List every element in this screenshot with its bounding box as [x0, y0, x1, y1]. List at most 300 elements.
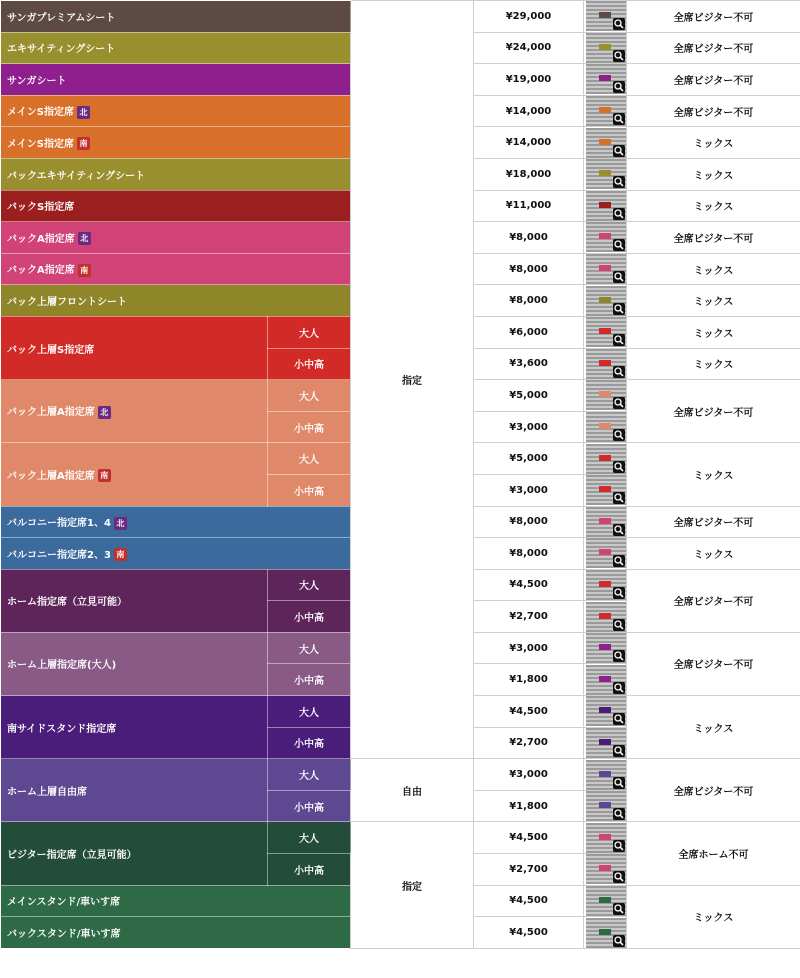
price: ¥8,000 [509, 516, 548, 528]
seat-name-cell [1, 696, 268, 759]
seat-map-thumbnail[interactable] [586, 380, 626, 410]
north-badge: 北 [98, 406, 111, 419]
seat-highlight [599, 233, 611, 239]
zoom-icon[interactable] [613, 777, 625, 789]
age-child-cell [268, 601, 351, 633]
price-cell [474, 158, 584, 190]
seat-highlight [599, 391, 611, 397]
age-adult: 大人 [299, 771, 319, 783]
age-adult-cell [268, 316, 351, 348]
seat-name: メインスタンド/車いす席 [7, 897, 121, 909]
seat-map-cell[interactable] [584, 822, 627, 854]
zoom-icon[interactable] [613, 303, 625, 315]
zoom-icon[interactable] [613, 239, 625, 251]
price: ¥8,000 [509, 295, 548, 307]
seat-map-cell[interactable] [584, 95, 627, 127]
seat-highlight [599, 771, 611, 777]
price: ¥8,000 [509, 231, 548, 243]
seat-map-thumbnail[interactable] [586, 823, 626, 853]
seat-map-thumbnail[interactable] [586, 33, 626, 63]
note: ミックス [693, 139, 734, 151]
seat-map-cell[interactable] [584, 64, 627, 96]
seat-map-thumbnail[interactable] [586, 159, 626, 189]
seat-map-thumbnail[interactable] [586, 791, 626, 821]
seat-map-cell[interactable] [584, 569, 627, 601]
seat-map-cell[interactable] [584, 380, 627, 412]
ticket-type: 指定 [402, 376, 422, 388]
seat-highlight [599, 707, 611, 713]
zoom-icon[interactable] [613, 871, 625, 883]
price-cell [474, 727, 584, 759]
zoom-icon[interactable] [613, 176, 625, 188]
south-badge: 南 [114, 548, 127, 561]
seat-name: バック上層S指定席 [7, 344, 95, 356]
seat-name-cell [1, 917, 351, 949]
note: 全席ビジター不可 [673, 107, 754, 119]
price: ¥14,000 [505, 137, 552, 149]
price: ¥4,500 [509, 579, 548, 591]
age-child: 小中高 [294, 739, 324, 751]
seat-map-thumbnail[interactable] [586, 349, 626, 379]
price: ¥8,000 [509, 547, 548, 559]
price-cell [474, 506, 584, 538]
seat-highlight [599, 360, 611, 366]
seat-map-cell[interactable] [584, 727, 627, 759]
note-cell [627, 569, 800, 632]
note-cell [627, 822, 800, 885]
seat-map-thumbnail[interactable] [586, 412, 626, 442]
seat-map-cell[interactable] [584, 316, 627, 348]
zoom-icon[interactable] [613, 18, 625, 30]
seat-map-thumbnail[interactable] [586, 728, 626, 758]
zoom-icon[interactable] [613, 713, 625, 725]
seat-highlight [599, 297, 611, 303]
seat-name: サンガシート [7, 75, 67, 87]
note-cell [627, 443, 800, 506]
seat-name: エキサイティングシート [7, 44, 116, 56]
seat-map-cell[interactable] [584, 285, 627, 317]
seat-name-cell [1, 1, 351, 33]
price-cell [474, 190, 584, 222]
price: ¥3,600 [509, 358, 548, 370]
seat-name-cell [1, 253, 351, 285]
seat-name: ホーム上層自由席 [7, 786, 87, 798]
note: 全席ビジター不可 [673, 786, 754, 798]
seat-map-cell[interactable] [584, 885, 627, 917]
age-adult-cell [268, 380, 351, 412]
zoom-icon[interactable] [613, 271, 625, 283]
seat-map-thumbnail[interactable] [586, 191, 626, 221]
note: 全席ビジター不可 [673, 233, 754, 245]
zoom-icon[interactable] [613, 461, 625, 473]
note-cell [627, 285, 800, 317]
zoom-icon[interactable] [613, 808, 625, 820]
note-cell [627, 759, 800, 822]
zoom-icon[interactable] [613, 619, 625, 631]
price: ¥2,700 [509, 611, 548, 623]
price: ¥4,500 [509, 832, 548, 844]
seat-name: バルコニー指定席1、4 [7, 518, 111, 530]
note-cell [627, 253, 800, 285]
note-cell [627, 32, 800, 64]
seat-highlight [599, 549, 611, 555]
seat-name-cell [1, 127, 351, 159]
note: 全席ビジター不可 [673, 597, 754, 609]
zoom-icon[interactable] [613, 397, 625, 409]
seat-map-thumbnail[interactable] [586, 317, 626, 347]
price: ¥18,000 [505, 168, 552, 180]
note-cell [627, 632, 800, 695]
seat-name: ホーム上層指定席(大人) [7, 660, 117, 672]
age-adult-cell [268, 759, 351, 791]
seat-map-thumbnail[interactable] [586, 222, 626, 252]
price-cell [474, 32, 584, 64]
note: ミックス [693, 170, 734, 182]
ticket-type-cell [351, 822, 474, 948]
seat-map-cell[interactable] [584, 348, 627, 380]
note: ミックス [693, 360, 734, 372]
seat-map-cell[interactable] [584, 158, 627, 190]
price-cell [474, 127, 584, 159]
seat-map-thumbnail[interactable] [586, 918, 626, 948]
ticket-type: 自由 [402, 786, 422, 798]
age-adult-cell [268, 569, 351, 601]
seat-map-cell[interactable] [584, 506, 627, 538]
seat-map-thumbnail[interactable] [586, 602, 626, 632]
note-cell [627, 190, 800, 222]
age-child: 小中高 [294, 486, 324, 498]
zoom-icon[interactable] [613, 366, 625, 378]
seat-highlight [599, 739, 611, 745]
price: ¥5,000 [509, 453, 548, 465]
seat-map-thumbnail[interactable] [586, 507, 626, 537]
price: ¥3,000 [509, 421, 548, 433]
seat-highlight [599, 139, 611, 145]
price: ¥2,700 [509, 863, 548, 875]
seat-map-thumbnail[interactable] [586, 128, 626, 158]
note-cell [627, 506, 800, 538]
seat-highlight [599, 170, 611, 176]
price-cell [474, 854, 584, 886]
age-adult: 大人 [299, 834, 319, 846]
note: ミックス [693, 723, 734, 735]
seat-highlight [599, 929, 611, 935]
seat-map-cell[interactable] [584, 190, 627, 222]
zoom-icon[interactable] [613, 650, 625, 662]
table-row [1, 759, 800, 791]
price: ¥3,000 [509, 769, 548, 781]
seat-highlight [599, 802, 611, 808]
seat-highlight [599, 12, 611, 18]
zoom-icon[interactable] [613, 492, 625, 504]
note: ミックス [693, 202, 734, 214]
age-adult-cell [268, 822, 351, 854]
price-cell [474, 1, 584, 33]
seat-map-thumbnail[interactable] [586, 1, 626, 31]
price-cell [474, 380, 584, 412]
note: ミックス [693, 297, 734, 309]
price-cell [474, 253, 584, 285]
seat-highlight [599, 644, 611, 650]
price-cell [474, 411, 584, 443]
age-adult: 大人 [299, 328, 319, 340]
seat-highlight [599, 107, 611, 113]
note: 全席ビジター不可 [673, 407, 754, 419]
seat-map-cell[interactable] [584, 601, 627, 633]
seat-name-cell [1, 538, 351, 570]
seat-map-cell[interactable] [584, 222, 627, 254]
seat-name-cell [1, 285, 351, 317]
note: 全席ビジター不可 [673, 12, 754, 24]
price-cell [474, 95, 584, 127]
seat-name-cell [1, 632, 268, 695]
seat-name: バックエキサイティングシート [7, 170, 146, 182]
price: ¥14,000 [505, 105, 552, 117]
seat-map-thumbnail[interactable] [586, 570, 626, 600]
seat-name-cell [1, 158, 351, 190]
seat-map-thumbnail[interactable] [586, 633, 626, 663]
price-cell [474, 664, 584, 696]
seat-name-cell [1, 32, 351, 64]
seat-map-thumbnail[interactable] [586, 886, 626, 916]
zoom-icon[interactable] [613, 587, 625, 599]
seat-map-cell[interactable] [584, 253, 627, 285]
seat-name: メインS指定席 [7, 138, 75, 150]
zoom-icon[interactable] [613, 81, 625, 93]
price-cell [474, 64, 584, 96]
note: 全席ビジター不可 [673, 75, 754, 87]
note: 全席ビジター不可 [673, 518, 754, 530]
price-cell [474, 474, 584, 506]
age-child-cell [268, 790, 351, 822]
age-child: 小中高 [294, 676, 324, 688]
seat-name-cell [1, 380, 268, 443]
seat-highlight [599, 202, 611, 208]
seat-highlight [599, 423, 611, 429]
price: ¥2,700 [509, 737, 548, 749]
seat-name: バックA指定席 [7, 233, 75, 245]
age-adult: 大人 [299, 455, 319, 467]
seat-map-cell[interactable] [584, 443, 627, 475]
seat-map-cell[interactable] [584, 854, 627, 886]
price-cell [474, 822, 584, 854]
price: ¥11,000 [505, 200, 552, 212]
seat-map-cell[interactable] [584, 538, 627, 570]
price: ¥8,000 [509, 263, 548, 275]
seat-name: ビジター指定席（立見可能） [7, 850, 137, 862]
seat-map-thumbnail[interactable] [586, 254, 626, 284]
note: ミックス [693, 328, 734, 340]
note: 全席ホーム不可 [678, 850, 749, 862]
price-cell [474, 316, 584, 348]
seat-map-thumbnail[interactable] [586, 286, 626, 316]
price-cell [474, 443, 584, 475]
price: ¥1,800 [509, 674, 548, 686]
price-cell [474, 917, 584, 949]
note: 全席ビジター不可 [673, 44, 754, 56]
seat-name-cell [1, 95, 351, 127]
seat-name-cell [1, 316, 268, 379]
age-child-cell [268, 411, 351, 443]
zoom-icon[interactable] [613, 745, 625, 757]
age-adult: 大人 [299, 707, 319, 719]
seat-map-cell[interactable] [584, 696, 627, 728]
north-badge: 北 [78, 232, 91, 245]
age-child-cell [268, 348, 351, 380]
price: ¥3,000 [509, 484, 548, 496]
seat-map-thumbnail[interactable] [586, 475, 626, 505]
zoom-icon[interactable] [613, 334, 625, 346]
seat-highlight [599, 75, 611, 81]
seat-map-thumbnail[interactable] [586, 96, 626, 126]
seat-highlight [599, 865, 611, 871]
seat-highlight [599, 613, 611, 619]
seat-name: メインS指定席 [7, 107, 75, 119]
seat-highlight [599, 44, 611, 50]
seat-name: バックスタンド/車いす席 [7, 929, 121, 941]
seat-map-cell[interactable] [584, 664, 627, 696]
seat-name-cell [1, 569, 268, 632]
seat-name-cell [1, 64, 351, 96]
north-badge: 北 [77, 106, 90, 119]
seat-map-thumbnail[interactable] [586, 760, 626, 790]
seat-map-cell[interactable] [584, 632, 627, 664]
zoom-icon[interactable] [613, 524, 625, 536]
price-cell [474, 538, 584, 570]
price-cell [474, 601, 584, 633]
zoom-icon[interactable] [613, 145, 625, 157]
price: ¥4,500 [509, 895, 548, 907]
seat-highlight [599, 676, 611, 682]
price-cell [474, 885, 584, 917]
price-cell [474, 569, 584, 601]
seat-highlight [599, 328, 611, 334]
price-cell [474, 285, 584, 317]
seat-name-cell [1, 190, 351, 222]
seat-name: ホーム指定席（立見可能） [7, 597, 127, 609]
note: ミックス [693, 913, 734, 925]
price: ¥3,000 [509, 642, 548, 654]
note: ミックス [693, 549, 734, 561]
seat-name-cell [1, 822, 268, 885]
zoom-icon[interactable] [613, 682, 625, 694]
seat-map-thumbnail[interactable] [586, 665, 626, 695]
seat-name: バック上層A指定席 [7, 470, 95, 482]
age-child-cell [268, 474, 351, 506]
price: ¥24,000 [505, 42, 552, 54]
age-child-cell [268, 727, 351, 759]
age-child: 小中高 [294, 865, 324, 877]
ticket-type: 指定 [402, 881, 422, 893]
seat-name-cell [1, 506, 351, 538]
seat-map-thumbnail[interactable] [586, 538, 626, 568]
seat-highlight [599, 581, 611, 587]
note-cell [627, 127, 800, 159]
seat-highlight [599, 897, 611, 903]
zoom-icon[interactable] [613, 50, 625, 62]
zoom-icon[interactable] [613, 555, 625, 567]
note-cell [627, 1, 800, 33]
seat-map-cell[interactable] [584, 411, 627, 443]
seat-name: バック上層A指定席 [7, 407, 95, 419]
note-cell [627, 64, 800, 96]
age-child: 小中高 [294, 802, 324, 814]
table-row [1, 1, 800, 33]
seat-map-thumbnail[interactable] [586, 444, 626, 474]
south-badge: 南 [98, 469, 111, 482]
seat-name-cell [1, 759, 268, 822]
zoom-icon[interactable] [613, 935, 625, 947]
price: ¥4,500 [509, 927, 548, 939]
seat-name: 南サイドスタンド指定席 [7, 723, 117, 735]
note: ミックス [693, 265, 734, 277]
note-cell [627, 348, 800, 380]
seat-name-cell [1, 222, 351, 254]
seat-map-cell[interactable] [584, 474, 627, 506]
age-adult: 大人 [299, 581, 319, 593]
note: ミックス [693, 470, 734, 482]
note: 全席ビジター不可 [673, 660, 754, 672]
age-adult: 大人 [299, 644, 319, 656]
seat-map-cell[interactable] [584, 759, 627, 791]
south-badge: 南 [78, 264, 91, 277]
seat-map-thumbnail[interactable] [586, 696, 626, 726]
age-adult: 大人 [299, 391, 319, 403]
price-cell [474, 759, 584, 791]
age-child: 小中高 [294, 613, 324, 625]
seat-map-thumbnail[interactable] [586, 854, 626, 884]
zoom-icon[interactable] [613, 840, 625, 852]
seat-map-cell[interactable] [584, 917, 627, 949]
zoom-icon[interactable] [613, 903, 625, 915]
price-cell [474, 790, 584, 822]
seat-name: バルコニー指定席2、3 [7, 549, 111, 561]
price-cell [474, 348, 584, 380]
ticket-type-cell [351, 1, 474, 759]
age-adult-cell [268, 696, 351, 728]
seat-highlight [599, 518, 611, 524]
ticket-type-cell [351, 759, 474, 822]
age-adult-cell [268, 443, 351, 475]
note-cell [627, 95, 800, 127]
seat-highlight [599, 455, 611, 461]
seat-map-cell[interactable] [584, 1, 627, 33]
price: ¥4,500 [509, 705, 548, 717]
age-child-cell [268, 854, 351, 886]
seat-name: バック上層フロントシート [7, 297, 127, 309]
seat-map-cell[interactable] [584, 127, 627, 159]
zoom-icon[interactable] [613, 429, 625, 441]
zoom-icon[interactable] [613, 208, 625, 220]
seat-name: バックS指定席 [7, 202, 75, 214]
price: ¥6,000 [509, 326, 548, 338]
note-cell [627, 158, 800, 190]
price: ¥1,800 [509, 800, 548, 812]
seat-map-thumbnail[interactable] [586, 64, 626, 94]
age-child: 小中高 [294, 360, 324, 372]
age-child: 小中高 [294, 423, 324, 435]
seat-highlight [599, 834, 611, 840]
note-cell [627, 696, 800, 759]
note-cell [627, 538, 800, 570]
seat-map-cell[interactable] [584, 32, 627, 64]
seat-map-cell[interactable] [584, 790, 627, 822]
zoom-icon[interactable] [613, 113, 625, 125]
note-cell [627, 222, 800, 254]
price: ¥29,000 [505, 10, 552, 22]
seat-name: バックA指定席 [7, 265, 75, 277]
seat-name: サンガプレミアムシート [7, 12, 116, 24]
